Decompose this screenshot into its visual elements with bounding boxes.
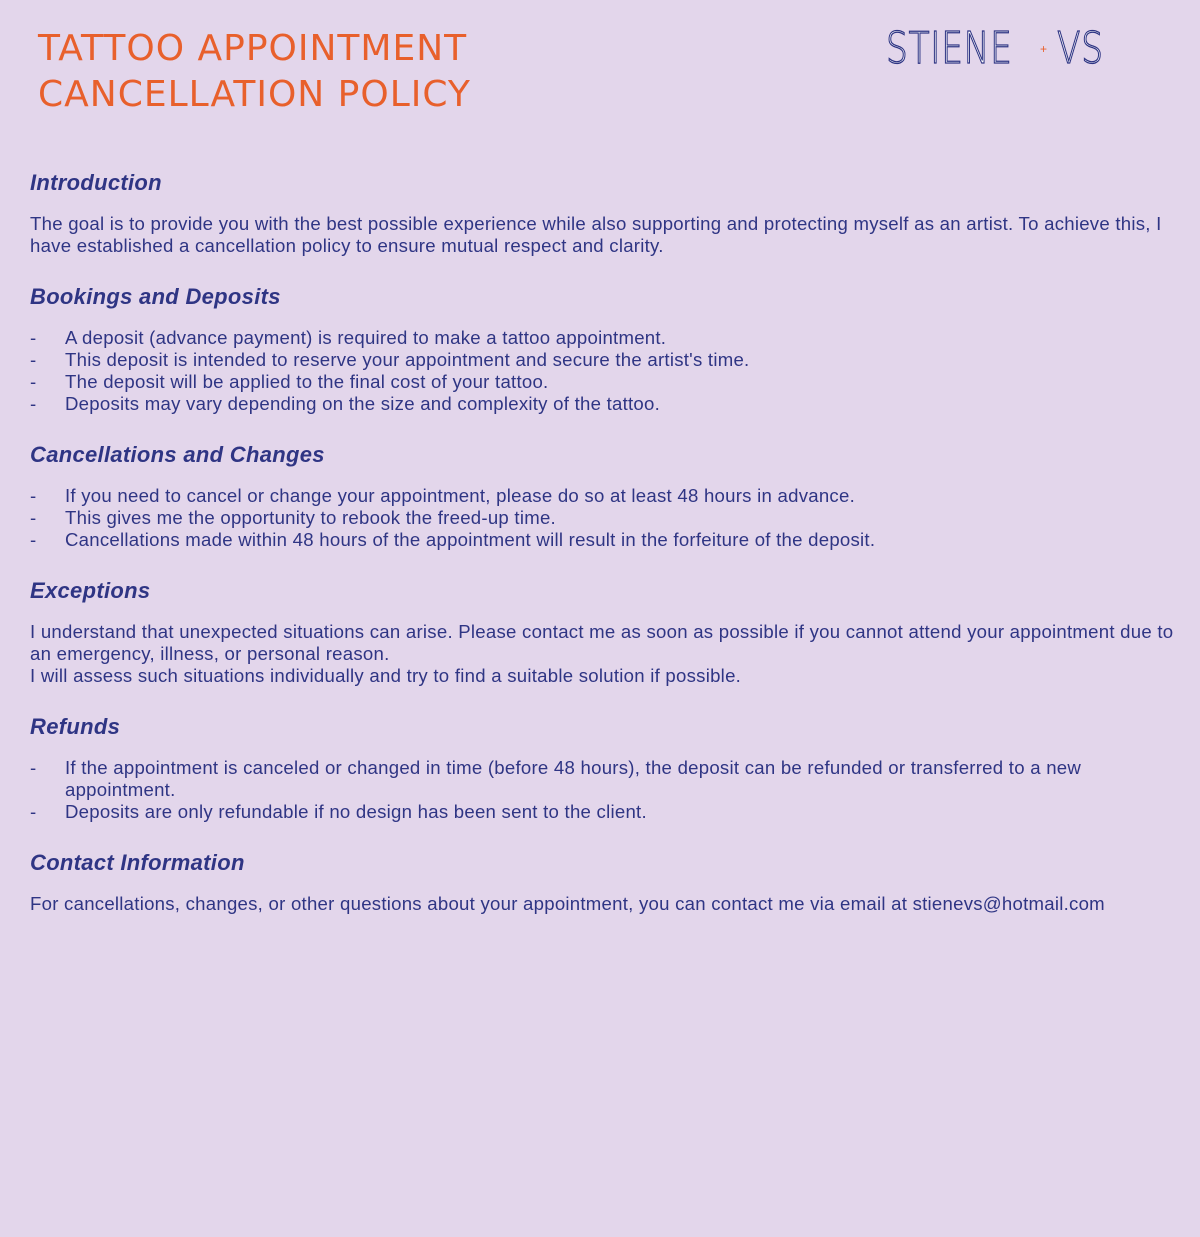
bullet-dash: - bbox=[30, 393, 37, 414]
list-item-text: Deposits are only refundable if no design has been sent to the client. bbox=[65, 801, 647, 822]
bullet-dash: - bbox=[30, 757, 37, 778]
list-item-text: Cancellations made within 48 hours of the appointment will result in the forfeiture of the deposit. bbox=[65, 529, 876, 550]
page-title-line-1: TATTOO APPOINTMENT bbox=[38, 28, 468, 69]
section-heading-introduction: Introduction bbox=[30, 170, 162, 195]
bullet-dash: - bbox=[30, 349, 37, 370]
section-bookings-deposits bbox=[30, 282, 1180, 415]
section-heading-refunds: Refunds bbox=[30, 714, 121, 739]
list-item-text: If the appointment is canceled or changed in time (before 48 hours), the deposit can be refunded or transferred to a new appointment. bbox=[65, 757, 1082, 800]
section-exceptions bbox=[30, 576, 1180, 687]
page-title-line-2: CANCELLATION POLICY bbox=[38, 74, 471, 115]
cancellations-list bbox=[30, 485, 1180, 551]
exceptions-text bbox=[30, 621, 1180, 687]
list-item bbox=[30, 801, 1180, 823]
list-item-text: This deposit is intended to reserve your appointment and secure the artist's time. bbox=[65, 349, 750, 370]
bullet-dash: - bbox=[30, 801, 37, 822]
list-item-text: The deposit will be applied to the final cost of your tattoo. bbox=[65, 371, 549, 392]
section-heading-cancellations: Cancellations and Changes bbox=[30, 442, 325, 467]
introduction-text: The goal is to provide you with the best possible experience while also supporting and protecting myself as an artist. To achieve this, I have established a cancellation policy to ensure mutual respect and clarity. bbox=[30, 213, 1162, 256]
list-item bbox=[30, 757, 1180, 801]
list-item-text: If you need to cancel or change your appointment, please do so at least 48 hours in advance. bbox=[65, 485, 855, 506]
section-heading-bookings: Bookings and Deposits bbox=[30, 284, 281, 309]
logo-text-vs: VS bbox=[1057, 23, 1104, 74]
bullet-dash: - bbox=[30, 529, 37, 550]
contact-text: For cancellations, changes, or other questions about your appointment, you can contact me via email at stienevs@hotmail.com bbox=[30, 893, 1105, 914]
exceptions-text-line-1: I understand that unexpected situations can arise. Please contact me as soon as possible if you cannot attend your appointment due to an emergency, illness, or personal reason. bbox=[30, 621, 1174, 664]
policy-content bbox=[30, 168, 1180, 915]
logo-text-stiene: STIENE bbox=[886, 23, 1013, 74]
refunds-list bbox=[30, 757, 1180, 823]
bookings-list bbox=[30, 327, 1180, 415]
list-item bbox=[30, 485, 1180, 507]
section-refunds bbox=[30, 712, 1180, 823]
list-item bbox=[30, 371, 1180, 393]
list-item bbox=[30, 349, 1180, 371]
list-item-text: This gives me the opportunity to rebook the freed-up time. bbox=[65, 507, 556, 528]
page-title bbox=[38, 26, 471, 118]
list-item bbox=[30, 529, 1180, 551]
bullet-dash: - bbox=[30, 507, 37, 528]
list-item bbox=[30, 507, 1180, 529]
section-introduction bbox=[30, 168, 1180, 257]
section-cancellations-changes bbox=[30, 440, 1180, 551]
brand-logo bbox=[886, 23, 1107, 74]
list-item-text: Deposits may vary depending on the size and complexity of the tattoo. bbox=[65, 393, 661, 414]
exceptions-text-line-2: I will assess such situations individually and try to find a suitable solution if possible. bbox=[30, 665, 742, 686]
logo-plus-icon: + bbox=[1040, 42, 1048, 56]
list-item-text: A deposit (advance payment) is required to make a tattoo appointment. bbox=[65, 327, 667, 348]
section-contact-information bbox=[30, 848, 1180, 915]
section-heading-exceptions: Exceptions bbox=[30, 578, 151, 603]
bullet-dash: - bbox=[30, 485, 37, 506]
list-item bbox=[30, 327, 1180, 349]
bullet-dash: - bbox=[30, 327, 37, 348]
bullet-dash: - bbox=[30, 371, 37, 392]
section-heading-contact: Contact Information bbox=[30, 850, 245, 875]
list-item bbox=[30, 393, 1180, 415]
